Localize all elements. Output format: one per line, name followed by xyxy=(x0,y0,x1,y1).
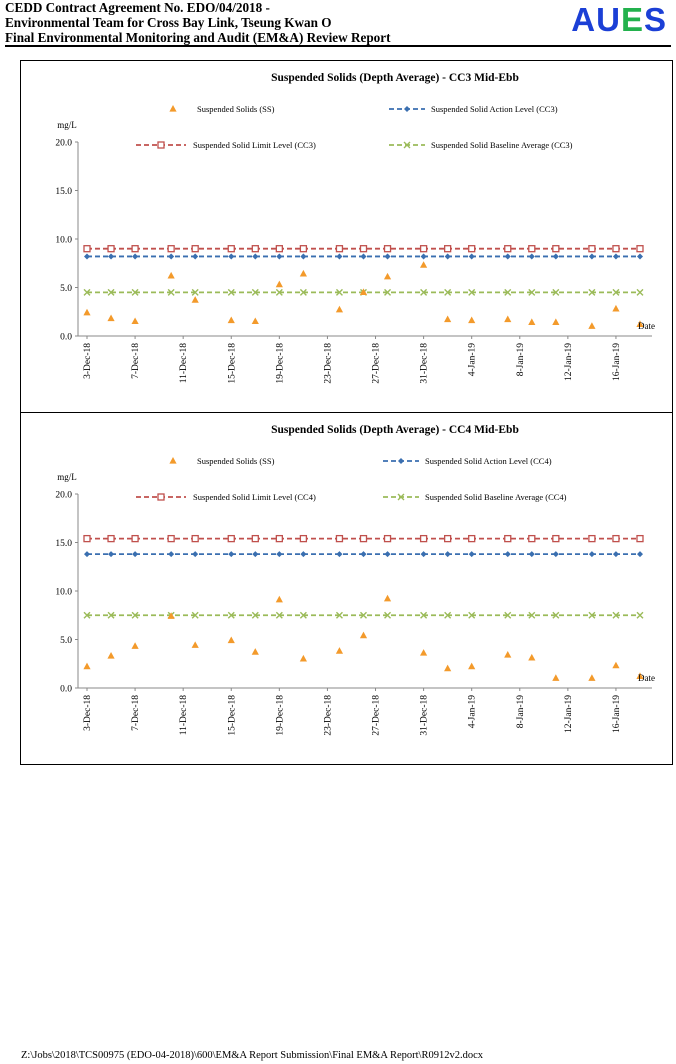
action-level-point xyxy=(445,551,451,557)
x-tick-label: 4-Jan-19 xyxy=(467,343,478,377)
action-level-point xyxy=(421,551,427,557)
file-path-footer: Z:\Jobs\2018\TCS00975 (EDO-04-2018)\600\EM&A Report Submission\Final EM&A Report\R0912v2.docx xyxy=(21,1050,484,1061)
legend-limit-label: Suspended Solid Limit Level (CC3) xyxy=(193,140,316,150)
ss-point xyxy=(131,642,138,649)
limit-level-point xyxy=(360,536,366,542)
limit-level-point xyxy=(84,536,90,542)
limit-level-point xyxy=(252,246,258,252)
baseline-level-point xyxy=(637,289,643,295)
x-tick-label: 27-Dec-18 xyxy=(371,343,382,384)
ss-point xyxy=(528,654,535,661)
chart-cc4 xyxy=(21,413,674,766)
action-level-point xyxy=(637,551,643,557)
limit-level-point xyxy=(637,536,643,542)
logo-letter-e: E xyxy=(620,1,644,38)
limit-level-series xyxy=(84,246,643,252)
ss-point xyxy=(468,316,475,323)
limit-level-point xyxy=(132,536,138,542)
logo-letter-s: S xyxy=(643,1,667,38)
ss-point xyxy=(420,649,427,656)
limit-level-point xyxy=(505,536,511,542)
ss-point xyxy=(504,316,511,323)
x-tick-label: 12-Jan-19 xyxy=(563,695,574,733)
y-tick-label: 0.0 xyxy=(60,332,72,343)
chart-legend xyxy=(136,456,567,502)
logo-letter-a: A xyxy=(571,1,597,38)
action-level-point xyxy=(385,551,391,557)
ss-point xyxy=(192,296,199,303)
ss-point xyxy=(588,322,595,329)
y-tick-label: 10.0 xyxy=(55,587,72,598)
action-level-point xyxy=(300,551,306,557)
baseline-level-series xyxy=(84,612,643,618)
x-tick-label: 27-Dec-18 xyxy=(371,695,382,736)
ss-point xyxy=(444,665,451,672)
ss-point xyxy=(420,261,427,268)
ss-point xyxy=(192,641,199,648)
chart-cc4-panel xyxy=(20,412,673,765)
action-level-point xyxy=(300,253,306,259)
limit-level-series xyxy=(84,536,643,542)
action-level-point xyxy=(637,253,643,259)
legend-action-label: Suspended Solid Action Level (CC4) xyxy=(425,456,552,466)
action-level-point xyxy=(553,551,559,557)
ss-point xyxy=(552,318,559,325)
y-axis-unit: mg/L xyxy=(57,120,77,130)
ss-point xyxy=(107,652,114,659)
action-level-point xyxy=(385,253,391,259)
x-tick-label: 23-Dec-18 xyxy=(323,343,334,384)
limit-level-point xyxy=(385,536,391,542)
x-tick-label: 31-Dec-18 xyxy=(419,695,430,736)
ss-series xyxy=(83,261,643,329)
x-tick-label: 3-Dec-18 xyxy=(83,343,93,379)
x-tick-label: 19-Dec-18 xyxy=(275,695,286,736)
header-rule xyxy=(5,45,671,47)
limit-level-point xyxy=(529,246,535,252)
action-level-point xyxy=(228,253,234,259)
limit-level-point xyxy=(252,536,258,542)
legend-limit-label: Suspended Solid Limit Level (CC4) xyxy=(193,492,316,502)
limit-level-point xyxy=(168,246,174,252)
action-level-point xyxy=(613,551,619,557)
limit-level-point xyxy=(300,246,306,252)
legend-action-marker xyxy=(398,458,404,464)
x-tick-label: 12-Jan-19 xyxy=(563,343,574,381)
ss-point xyxy=(468,663,475,670)
limit-level-point xyxy=(276,246,282,252)
ss-point xyxy=(444,316,451,323)
legend-ss-marker xyxy=(169,105,176,112)
action-level-series xyxy=(84,253,643,259)
header-report-line: Final Environmental Monitoring and Audit (EM&A) Review Report xyxy=(5,30,391,45)
chart-cc3-panel xyxy=(20,60,673,413)
action-level-point xyxy=(445,253,451,259)
ss-point xyxy=(300,655,307,662)
action-level-point xyxy=(192,253,198,259)
limit-level-point xyxy=(421,536,427,542)
action-level-point xyxy=(336,551,342,557)
limit-level-point xyxy=(300,536,306,542)
ss-point xyxy=(83,309,90,316)
x-tick-label: 16-Jan-19 xyxy=(611,695,622,733)
chart-cc3 xyxy=(21,61,674,414)
limit-level-point xyxy=(336,246,342,252)
action-level-point xyxy=(613,253,619,259)
ss-point xyxy=(276,596,283,603)
action-level-point xyxy=(132,551,138,557)
ss-point xyxy=(360,632,367,639)
limit-level-point xyxy=(589,536,595,542)
ss-point xyxy=(612,305,619,312)
ss-point xyxy=(300,270,307,277)
x-tick-label: 23-Dec-18 xyxy=(323,695,334,736)
limit-level-point xyxy=(445,536,451,542)
x-tick-label: 15-Dec-18 xyxy=(227,695,238,736)
limit-level-point xyxy=(108,536,114,542)
chart-legend xyxy=(136,104,573,150)
limit-level-point xyxy=(132,246,138,252)
legend-limit-marker xyxy=(158,142,164,148)
action-level-point xyxy=(553,253,559,259)
report-header xyxy=(5,0,671,46)
action-level-point xyxy=(360,551,366,557)
action-level-point xyxy=(589,551,595,557)
ss-point xyxy=(384,273,391,280)
action-level-point xyxy=(108,551,114,557)
ss-point xyxy=(252,648,259,655)
logo-letter-u: U xyxy=(596,1,621,38)
ss-point xyxy=(168,272,175,279)
legend-baseline-label: Suspended Solid Baseline Average (CC4) xyxy=(425,492,567,502)
chart-title: Suspended Solids (Depth Average) - CC4 Mid-Ebb xyxy=(271,424,519,436)
ss-point xyxy=(336,647,343,654)
ss-point xyxy=(612,662,619,669)
ss-point xyxy=(504,651,511,658)
legend-ss-label: Suspended Solids (SS) xyxy=(197,456,275,466)
x-tick-label: 15-Dec-18 xyxy=(227,343,238,384)
action-level-point xyxy=(421,253,427,259)
baseline-level-point xyxy=(637,612,643,618)
y-tick-label: 15.0 xyxy=(55,539,72,549)
x-tick-label: 11-Dec-18 xyxy=(179,695,190,736)
action-level-point xyxy=(469,253,475,259)
y-axis-unit: mg/L xyxy=(57,472,77,482)
limit-level-point xyxy=(589,246,595,252)
x-tick-label: 31-Dec-18 xyxy=(419,343,430,384)
action-level-point xyxy=(168,551,174,557)
ss-point xyxy=(228,316,235,323)
action-level-point xyxy=(252,551,258,557)
limit-level-point xyxy=(276,536,282,542)
limit-level-point xyxy=(228,246,234,252)
legend-action-marker xyxy=(404,106,410,112)
ss-point xyxy=(228,636,235,643)
limit-level-point xyxy=(637,246,643,252)
x-tick-label: 7-Dec-18 xyxy=(131,695,142,731)
x-tick-label: 16-Jan-19 xyxy=(611,343,622,381)
action-level-point xyxy=(108,253,114,259)
limit-level-point xyxy=(469,246,475,252)
ss-point xyxy=(528,318,535,325)
action-level-point xyxy=(84,551,90,557)
ss-point xyxy=(83,663,90,670)
ss-point xyxy=(552,674,559,681)
legend-ss-marker xyxy=(169,457,176,464)
action-level-point xyxy=(505,253,511,259)
action-level-point xyxy=(84,253,90,259)
limit-level-point xyxy=(613,536,619,542)
aues-logo xyxy=(571,2,667,38)
ss-point xyxy=(131,317,138,324)
action-level-point xyxy=(360,253,366,259)
limit-level-point xyxy=(336,536,342,542)
x-tick-label: 3-Dec-18 xyxy=(83,695,93,731)
y-tick-label: 5.0 xyxy=(60,284,72,294)
limit-level-point xyxy=(192,536,198,542)
ss-series xyxy=(83,595,643,681)
action-level-point xyxy=(132,253,138,259)
limit-level-point xyxy=(84,246,90,252)
action-level-point xyxy=(505,551,511,557)
x-tick-label: 8-Jan-19 xyxy=(515,695,526,729)
limit-level-point xyxy=(421,246,427,252)
action-level-point xyxy=(336,253,342,259)
y-tick-label: 0.0 xyxy=(60,684,72,695)
limit-level-point xyxy=(505,246,511,252)
legend-action-label: Suspended Solid Action Level (CC3) xyxy=(431,104,558,114)
limit-level-point xyxy=(613,246,619,252)
x-tick-label: 19-Dec-18 xyxy=(275,343,286,384)
x-tick-label: 8-Jan-19 xyxy=(515,343,526,377)
limit-level-point xyxy=(385,246,391,252)
action-level-point xyxy=(529,253,535,259)
limit-level-point xyxy=(553,246,559,252)
limit-level-point xyxy=(445,246,451,252)
legend-ss-label: Suspended Solids (SS) xyxy=(197,104,275,114)
ss-point xyxy=(107,315,114,322)
ss-point xyxy=(252,317,259,324)
x-axis-title: Date xyxy=(638,673,655,683)
limit-level-point xyxy=(469,536,475,542)
action-level-point xyxy=(276,253,282,259)
action-level-series xyxy=(84,551,643,557)
ss-point xyxy=(336,306,343,313)
action-level-point xyxy=(168,253,174,259)
limit-level-point xyxy=(192,246,198,252)
action-level-point xyxy=(276,551,282,557)
header-team-line: Environmental Team for Cross Bay Link, Tseung Kwan O xyxy=(5,15,332,30)
limit-level-point xyxy=(360,246,366,252)
x-axis-title: Date xyxy=(638,321,655,331)
limit-level-point xyxy=(228,536,234,542)
action-level-point xyxy=(529,551,535,557)
action-level-point xyxy=(192,551,198,557)
y-tick-label: 15.0 xyxy=(55,187,72,197)
limit-level-point xyxy=(108,246,114,252)
action-level-point xyxy=(252,253,258,259)
legend-limit-marker xyxy=(158,494,164,500)
y-tick-label: 5.0 xyxy=(60,636,72,646)
x-tick-label: 4-Jan-19 xyxy=(467,695,478,729)
header-contract-line: CEDD Contract Agreement No. EDO/04/2018 - xyxy=(5,0,270,15)
ss-point xyxy=(588,674,595,681)
y-tick-label: 10.0 xyxy=(55,235,72,246)
limit-level-point xyxy=(168,536,174,542)
legend-baseline-label: Suspended Solid Baseline Average (CC3) xyxy=(431,140,573,150)
action-level-point xyxy=(589,253,595,259)
action-level-point xyxy=(228,551,234,557)
action-level-point xyxy=(469,551,475,557)
limit-level-point xyxy=(553,536,559,542)
ss-point xyxy=(276,281,283,288)
y-tick-label: 20.0 xyxy=(55,490,72,501)
y-tick-label: 20.0 xyxy=(55,138,72,149)
ss-point xyxy=(384,595,391,602)
chart-title: Suspended Solids (Depth Average) - CC3 Mid-Ebb xyxy=(271,72,519,84)
x-tick-label: 7-Dec-18 xyxy=(131,343,142,379)
x-tick-label: 11-Dec-18 xyxy=(179,343,190,384)
limit-level-point xyxy=(529,536,535,542)
